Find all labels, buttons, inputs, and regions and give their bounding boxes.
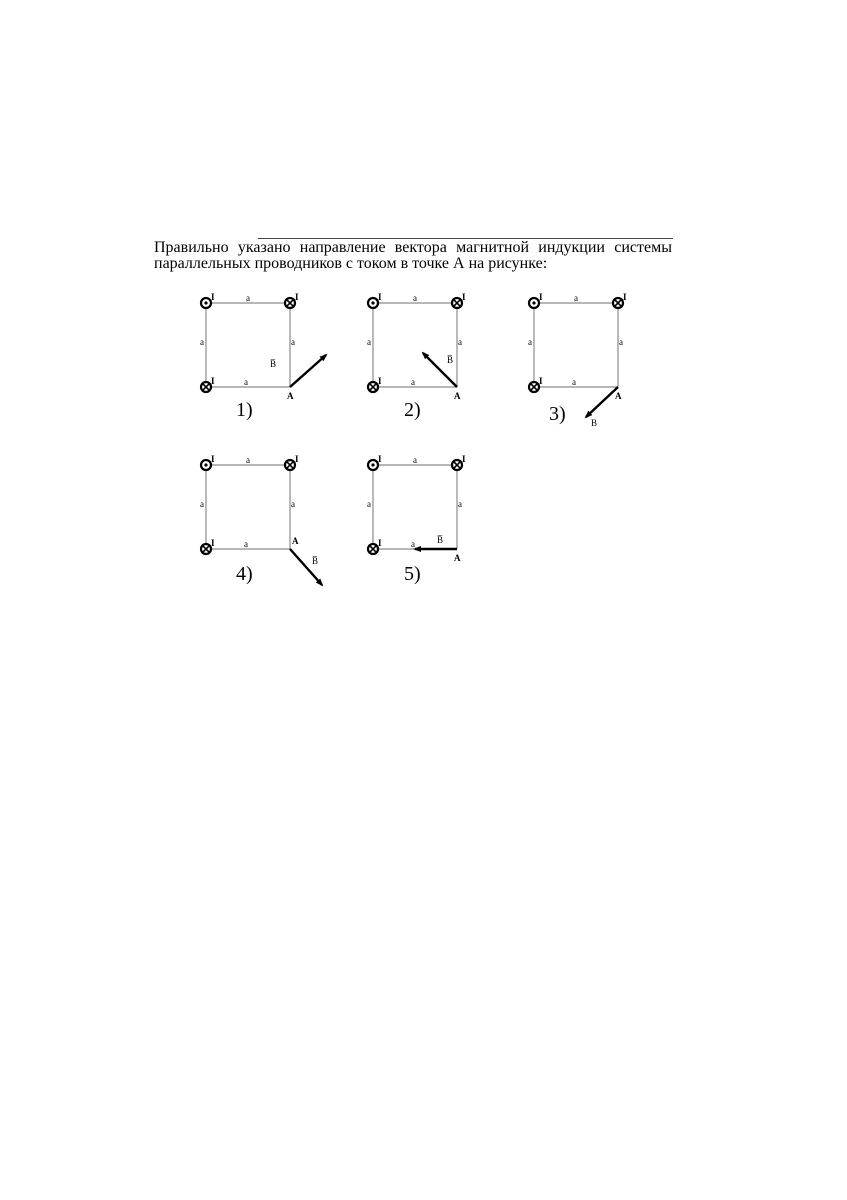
side-label-top: a [574, 293, 578, 303]
b-vector-label: B̅ [270, 359, 277, 369]
side-label-left: a [200, 337, 204, 347]
wire-dot-icon [204, 301, 207, 304]
figure-number-label: 5) [404, 563, 421, 585]
current-label: I [462, 292, 466, 302]
side-label-bottom: a [572, 377, 576, 387]
side-label-bottom: a [244, 539, 248, 549]
side-label-top: a [413, 455, 417, 465]
figure-2 [367, 292, 466, 421]
question-line-2: параллельных проводников с током в точке А на рисунке: [154, 255, 548, 272]
current-label: I [211, 538, 215, 548]
current-label: I [378, 292, 382, 302]
figure-number-label: 1) [236, 399, 253, 421]
current-label: I [623, 292, 627, 302]
current-label: I [211, 454, 215, 464]
wire-dot-icon [532, 301, 535, 304]
side-label-right: a [619, 337, 623, 347]
point-a-label: A [287, 391, 294, 401]
figure-number-label: 3) [549, 403, 566, 425]
current-label: I [378, 454, 382, 464]
question-line-1: Правильно указано направление вектора магнитной индукции системы [154, 239, 672, 256]
point-a-label: A [615, 391, 622, 401]
figure-4 [200, 454, 322, 585]
b-vector-label: B̅ [447, 355, 454, 365]
point-a-label: A [454, 391, 461, 401]
side-label-top: a [413, 293, 417, 303]
side-label-bottom: a [244, 377, 248, 387]
current-label: I [295, 454, 299, 464]
current-label: I [462, 454, 466, 464]
b-vector-arrow [586, 387, 618, 417]
side-label-top: a [246, 455, 250, 465]
side-label-right: a [458, 499, 462, 509]
side-label-right: a [291, 499, 295, 509]
wire-dot-icon [204, 463, 207, 466]
point-a-label: A [292, 536, 299, 546]
side-label-left: a [528, 337, 532, 347]
side-label-bottom: a [411, 377, 415, 387]
side-label-top: a [246, 293, 250, 303]
wire-dot-icon [371, 301, 374, 304]
figure-number-label: 4) [236, 563, 253, 585]
b-vector-arrow [290, 355, 326, 387]
figure-1 [200, 292, 326, 421]
figure-number-label: 2) [404, 399, 421, 421]
b-vector-arrow [290, 549, 322, 585]
figure-3 [528, 292, 627, 428]
side-label-left: a [367, 499, 371, 509]
current-label: I [539, 376, 543, 386]
figure-5 [367, 454, 466, 585]
current-label: I [378, 538, 382, 548]
b-vector-label: B [591, 418, 598, 428]
b-vector-label: B̅ [437, 535, 444, 545]
side-label-left: a [367, 337, 371, 347]
side-label-bottom: a [411, 539, 415, 549]
current-label: I [211, 292, 215, 302]
current-label: I [211, 376, 215, 386]
current-label: I [378, 376, 382, 386]
b-vector-label: B̅ [312, 556, 319, 566]
side-label-left: a [200, 499, 204, 509]
wire-dot-icon [371, 463, 374, 466]
side-label-right: a [291, 337, 295, 347]
side-label-right: a [458, 337, 462, 347]
current-label: I [539, 292, 543, 302]
current-label: I [295, 292, 299, 302]
point-a-label: A [454, 553, 461, 563]
